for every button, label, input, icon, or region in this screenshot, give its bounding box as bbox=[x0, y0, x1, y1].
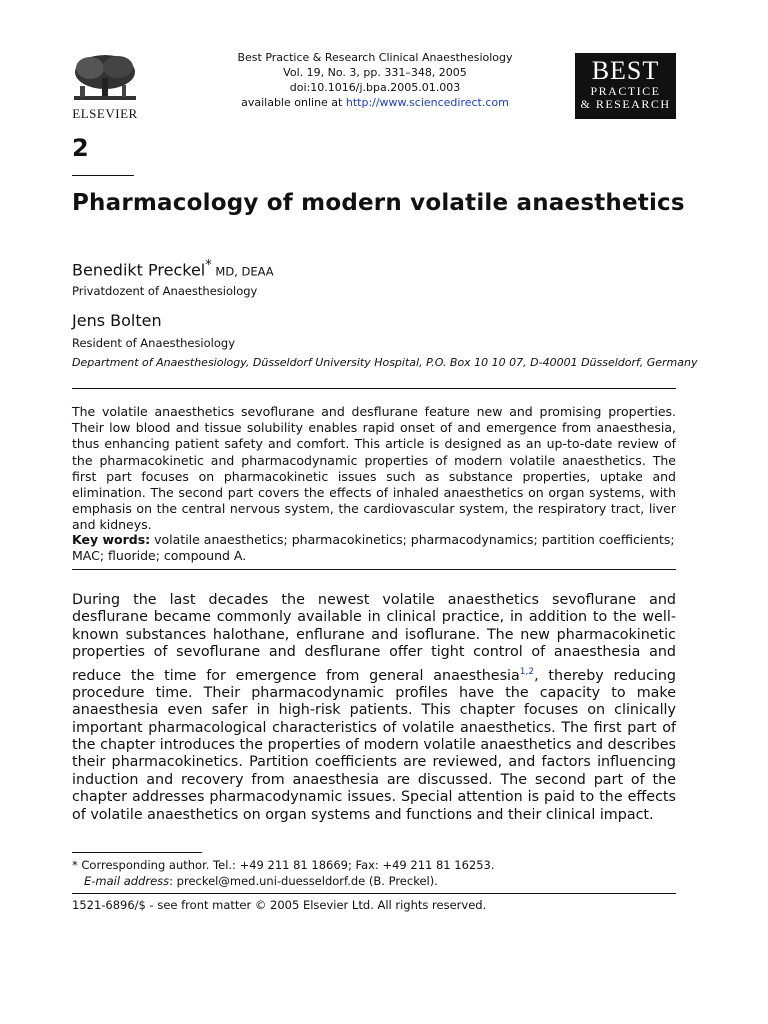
sciencedirect-link[interactable]: http://www.sciencedirect.com bbox=[345, 96, 509, 109]
journal-header bbox=[180, 50, 570, 110]
keywords bbox=[72, 532, 676, 564]
abstract: The volatile anaesthetics sevoflurane and desflurane feature new and promising properties. Their low blood and tissue solubility enables rapid onset of and emergence from anaesthesia, thus enhancing patient safety and comfort. This article is designed as an up-to-date review of the pharmacokinetic and pharmacodynamic properties of modern volatile anaesthetics. The first part focuses on pharmacokinetic issues such as substance properties, uptake and elimination. The second part covers the effects of inhaled anaesthetics on organ systems, with emphasis on the central nervous system, the cardiovascular system, the respiratory tract, liver and kidneys. bbox=[72, 404, 676, 533]
email-label: E-mail address bbox=[84, 874, 170, 888]
chapter-number: 2 bbox=[72, 134, 89, 162]
body-text-part1: During the last decades the newest volatile anaesthetics sevoflurane and desflurane became commonly available in clinical practice, in addition to the well-known substances halothane, enflurane and isoflurane. The new pharmacokinetic properties of sevoflurane and desflurane offer tight control of anaesthesia and reduce the time for emergence from general anaesthesia bbox=[72, 592, 676, 684]
author-1-name: Benedikt Preckel bbox=[72, 260, 206, 280]
copyright-rule bbox=[72, 893, 676, 894]
department-affiliation: Department of Anaesthesiology, Düsseldorf University Hospital, P.O. Box 10 10 07, D-40001 Düsseldorf, Germany bbox=[72, 356, 698, 369]
article-title: Pharmacology of modern volatile anaesthetics bbox=[72, 190, 685, 216]
corresponding-author-text: Corresponding author. Tel.: +49 211 81 18669; Fax: +49 211 81 16253. bbox=[77, 858, 495, 872]
footnote-mark: * bbox=[72, 858, 78, 872]
abstract-top-rule bbox=[72, 388, 676, 389]
keywords-label: Key words: bbox=[72, 532, 151, 547]
keywords-text: volatile anaesthetics; pharmacokinetics; pharmacodynamics; partition coefficients; MAC; fluoride; compound A. bbox=[72, 532, 675, 564]
series-logo bbox=[575, 53, 676, 119]
email-line bbox=[72, 873, 495, 889]
elsevier-wordmark: ELSEVIER bbox=[72, 106, 138, 121]
email-value: : preckel@med.uni-duesseldorf.de (B. Preckel). bbox=[169, 874, 438, 888]
author-1-credentials: MD, DEAA bbox=[211, 264, 274, 279]
journal-availability bbox=[180, 95, 570, 110]
abstract-bottom-rule bbox=[72, 569, 676, 570]
footnote bbox=[72, 857, 495, 889]
author-1 bbox=[72, 258, 274, 279]
journal-name: Best Practice & Research Clinical Anaesthesiology bbox=[237, 51, 513, 64]
corresponding-author-note bbox=[72, 857, 495, 873]
author-1-role: Privatdozent of Anaesthesiology bbox=[72, 284, 258, 298]
body-paragraph bbox=[72, 592, 676, 824]
series-logo-line1: BEST bbox=[591, 56, 660, 85]
copyright-line: 1521-6896/$ - see front matter © 2005 Elsevier Ltd. All rights reserved. bbox=[72, 898, 487, 912]
journal-doi: doi:10.1016/j.bpa.2005.01.003 bbox=[289, 81, 461, 94]
availability-prefix: available online at bbox=[241, 96, 346, 109]
corresponding-mark[interactable]: * bbox=[205, 258, 212, 273]
series-logo-line2: PRACTICE bbox=[590, 84, 661, 98]
body-text-part2: , thereby reducing procedure time. Their pharmacodynamic profiles have the capacity to make anaesthesia even safer in high-risk patients. This chapter focuses on clinically important pharmacological characteristics of volatile anaesthetics. The first part of the chapter introduces the properties of modern volatile anaesthetics and describes their pharmacokinetics. Partition coefficients are reviewed, and factors influencing induction and recovery from anaesthesia are discussed. The second part of the chapter addresses pharmacodynamic issues. Special attention is paid to the effects of volatile anaesthetics on organ systems and functions and their clinical impact. bbox=[72, 667, 676, 823]
elsevier-logo bbox=[68, 52, 142, 122]
reference-separator: , bbox=[525, 666, 529, 677]
author-2-name: Jens Bolten bbox=[72, 311, 162, 330]
series-logo-line3: & RESEARCH bbox=[580, 97, 671, 111]
reference-link-1[interactable]: 1 bbox=[519, 666, 526, 677]
footnote-rule bbox=[72, 852, 202, 853]
author-2-role: Resident of Anaesthesiology bbox=[72, 336, 236, 350]
journal-volume: Vol. 19, No. 3, pp. 331–348, 2005 bbox=[283, 66, 467, 79]
chapter-divider bbox=[72, 175, 134, 176]
reference-link-2[interactable]: 2 bbox=[528, 666, 535, 677]
tree-icon bbox=[68, 52, 142, 104]
